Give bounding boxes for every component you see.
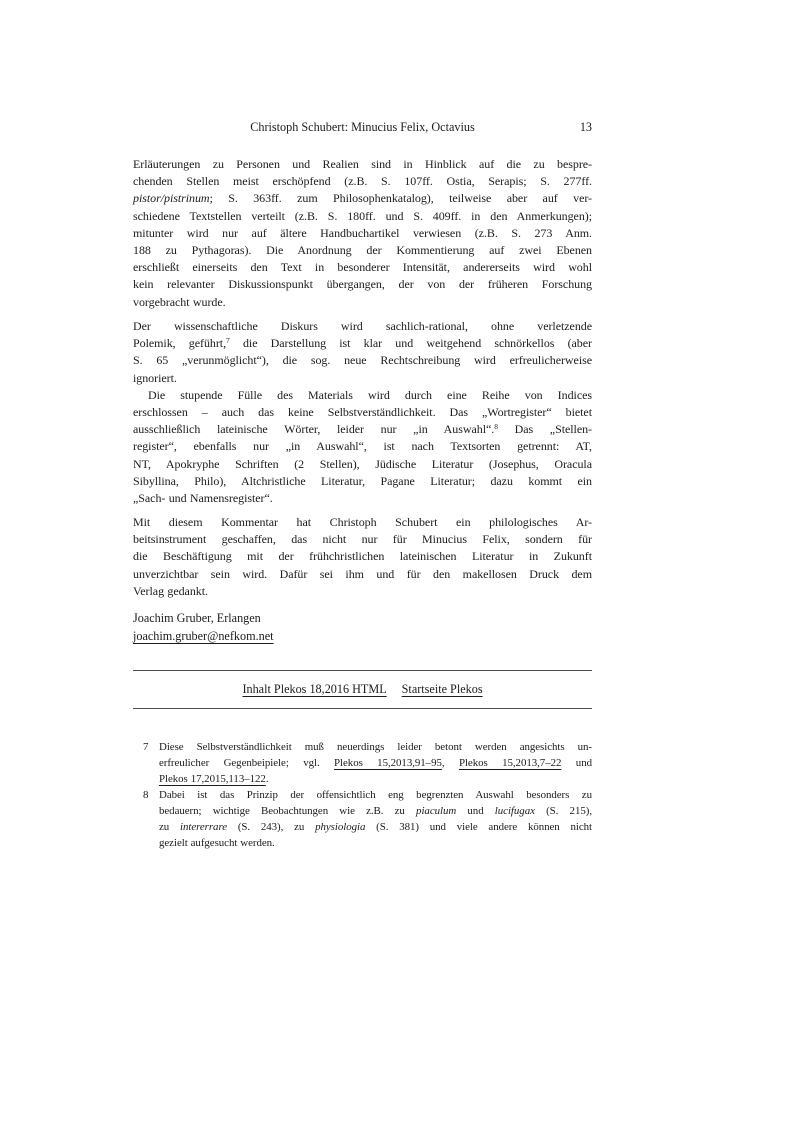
text-segment: Erläuterungen zu Personen und Realien sind in Hinblick auf die zu bespre- — [133, 157, 592, 171]
text-line — [133, 318, 592, 335]
text-segment: mitunter wird nur auf ältere Handbuchartikel verwiesen (z.B. S. 273 Anm. — [133, 225, 592, 240]
text-line — [133, 490, 592, 507]
footnote-number: 8 — [143, 789, 149, 801]
footnote-number: 7 — [143, 741, 149, 753]
text-segment: erschließt einerseits den Text in besonderer Intensität, andererseits wird wohl — [133, 260, 592, 275]
text-line — [133, 208, 592, 225]
text-line — [133, 242, 592, 259]
text-segment: piaculum — [416, 805, 457, 817]
text-line — [133, 335, 592, 352]
text-link[interactable]: Plekos 15,2013,91–95 — [334, 757, 442, 769]
text-segment: ; S. 363ff. zum Philosophenkatalog), teilweise aber auf ver- — [209, 191, 592, 206]
footnote-ref: 8 — [494, 422, 498, 432]
text-segment: bedauern; wichtige Beobachtungen wie z.B. zu — [159, 805, 417, 817]
text-line — [133, 259, 592, 276]
text-segment: Der wissenschaftliche Diskurs wird sachlich-rational, ohne verletzende — [133, 319, 592, 333]
paragraph-erlaeuterungen — [133, 156, 592, 311]
text-segment: Mit diesem Kommentar hat Christoph Schubert ein philologisches Ar- — [133, 515, 592, 529]
text-segment: ausschließlich lateinische Wörter, leider nur „in Auswahl“. — [133, 422, 495, 437]
text-line — [159, 819, 592, 835]
text-segment: Dabei ist das Prinzip der offensichtlich eng begrenzten Auswahl besonders zu — [159, 789, 592, 801]
signature-name: Joachim Gruber, Erlangen — [133, 611, 261, 625]
text-line — [133, 370, 592, 387]
text-segment: chenden Stellen meist erschöpfend (z.B. S. 107ff. Ostia, Serapis; S. 277ff. — [133, 174, 592, 189]
text-segment: . — [265, 773, 269, 785]
text-line — [133, 548, 592, 565]
text-line — [133, 531, 592, 548]
footnote-8 — [133, 787, 592, 851]
text-segment: S. 65 „verunmöglicht“), die sog. neue Rechtschreibung wird erfreulicherweise — [133, 353, 592, 368]
text-line — [133, 190, 592, 207]
footer-nav — [133, 670, 592, 709]
text-line — [133, 173, 592, 190]
text-segment: (S. 215), — [534, 805, 592, 817]
text-line — [133, 421, 592, 438]
text-segment: Verlag gedankt. — [133, 583, 208, 598]
nav-link-inhalt-plekos[interactable]: Inhalt Plekos 18,2016 HTML — [242, 682, 387, 696]
text-segment: lucifugax — [494, 805, 535, 817]
text-segment: erschlossen – auch das keine Selbstverständlichkeit. Das „Wortregister“ bietet — [133, 404, 592, 419]
text-line — [133, 156, 592, 173]
text-segment: beitsinstrument geschaffen, das nicht nur für Minucius Felix, sondern für — [133, 532, 592, 547]
text-segment: gezielt aufgesucht werden. — [159, 837, 275, 849]
text-line — [133, 404, 592, 421]
text-segment: (S. 243), zu — [227, 821, 316, 833]
body-text-block-3 — [133, 514, 592, 600]
text-line — [133, 294, 592, 311]
text-segment: register“, ebenfalls nur „in Auswahl“, ist nach Textsorten getrennt: AT, — [133, 439, 592, 454]
text-segment: Diese Selbstverständlichkeit muß neuerdings leider betont werden angesichts un- — [159, 741, 592, 753]
footnote-ref: 7 — [226, 336, 230, 346]
paragraph-indices — [133, 387, 592, 507]
text-segment: intererrare — [179, 821, 228, 833]
text-line — [159, 787, 592, 803]
text-segment: , — [441, 757, 459, 769]
text-segment: Sibyllina, Philo), Altchristliche Literatur, Pagane Literatur; dazu kommt ein — [133, 473, 592, 488]
text-line — [159, 803, 592, 819]
text-segment: und — [561, 757, 592, 769]
text-segment: die Beschäftigung mit der frühchristlichen lateinischen Literatur in Zukunft — [133, 549, 592, 564]
text-segment: unverzichtbar sein wird. Dafür sei ihm und für den makellosen Druck dem — [133, 566, 592, 581]
text-line — [133, 473, 592, 490]
text-segment: erfreulicher Gegenbeipiele; vgl. — [159, 757, 335, 769]
text-line — [133, 352, 592, 369]
text-line — [133, 566, 592, 583]
body-text-block-2 — [133, 318, 592, 507]
text-segment: Das „Stellen- — [497, 422, 592, 437]
footnotes-section — [133, 739, 592, 851]
text-segment: (S. 381) und viele andere können nicht — [365, 821, 593, 833]
text-line — [133, 456, 592, 473]
text-segment: Polemik, geführt, — [133, 336, 227, 351]
running-header-title: Christoph Schubert: Minucius Felix, Octavius — [250, 120, 475, 134]
text-segment: 188 zu Pythagoras). Die Anordnung der Kommentierung auf zwei Ebenen — [133, 242, 592, 257]
text-segment: ignoriert. — [133, 370, 177, 385]
text-line — [133, 438, 592, 455]
text-line — [133, 583, 592, 600]
text-line — [159, 771, 592, 787]
text-link[interactable]: Plekos 17,2015,113–122 — [159, 773, 266, 785]
text-segment: physiologia — [315, 821, 366, 833]
running-header — [133, 119, 592, 135]
text-line — [133, 276, 592, 293]
text-segment: zu — [159, 821, 180, 833]
email-link[interactable]: joachim.gruber@nefkom.net — [133, 628, 274, 643]
body-text-block-1 — [133, 156, 592, 311]
text-segment: Die stupende Fülle des Materials wird durch eine Reihe von Indices — [148, 387, 592, 402]
paragraph-diskurs — [133, 318, 592, 387]
nav-link-startseite-plekos[interactable]: Startseite Plekos — [401, 682, 483, 696]
text-segment: und — [456, 805, 495, 817]
text-line — [133, 514, 592, 531]
text-line — [159, 739, 592, 755]
signature-block — [133, 610, 592, 645]
page-number: 13 — [579, 120, 592, 134]
text-line — [159, 835, 592, 851]
text-segment: pistor/pistrinum — [133, 191, 210, 206]
text-segment: vorgebracht wurde. — [133, 294, 226, 309]
text-line — [159, 755, 592, 771]
text-line — [133, 225, 592, 242]
text-segment: „Sach- und Namensregister“. — [133, 490, 273, 505]
paragraph-fazit — [133, 514, 592, 600]
text-line — [133, 387, 592, 404]
footnote-7 — [133, 739, 592, 787]
text-link[interactable]: Plekos 15,2013,7–22 — [458, 757, 562, 769]
text-segment: NT, Apokryphe Schriften (2 Stellen), Jüdische Literatur (Josephus, Oracula — [133, 456, 592, 471]
text-segment: schiedene Textstellen verteilt (z.B. S. 180ff. und S. 409ff. in den Anmerkungen); — [133, 208, 592, 223]
text-segment: die Darstellung ist klar und weitgehend schnörkellos (aber — [229, 336, 592, 351]
text-segment: kein relevanter Diskussionspunkt übergangen, der von der früheren Forschung — [133, 277, 592, 292]
